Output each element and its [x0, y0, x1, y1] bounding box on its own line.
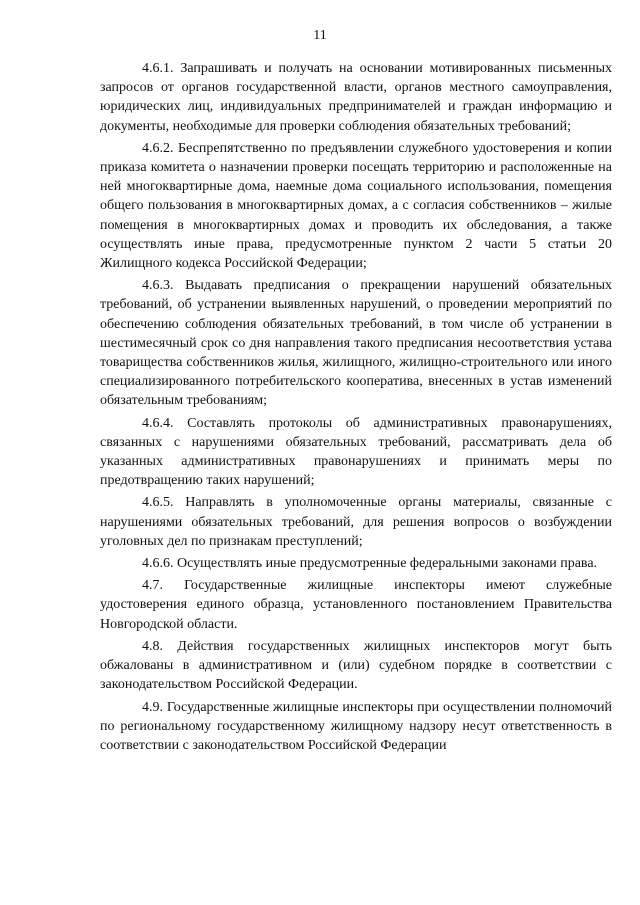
paragraph-4-9: 4.9. Государственные жилищные инспекторы при осуществлении полномочий по региональному государственному жилищному надзору несут ответственность в соответствии с законодательством Российской Федерации — [100, 699, 612, 753]
paragraph-4-6-1: 4.6.1. Запрашивать и получать на основании мотивированных письменных запросов от органов государственной власти, органов местного самоуправления, юридических лиц, индивидуальных предпринимателей и граждан информацию и документы, необходимые для проверки соблюдения обязательных требований; — [100, 61, 612, 134]
paragraph-4-6-2: 4.6.2. Беспрепятственно по предъявлении служебного удостоверения и копии приказа комитета о назначении проверки посещать территорию и расположенные на ней многоквартирные дома, наемные дома социального использования, помещения общего пользования в многоквартирных домах, а с согласия собственников – жилые помещения в многоквартирных домах и проводить их обследования, а также осуществлять иные права, предусмотренные пунктом 2 части 5 статьи 20 Жилищного кодекса Российской Федерации; — [100, 140, 612, 272]
paragraph-4-6-3: 4.6.3. Выдавать предписания о прекращении нарушений обязательных требований, об устранении выявленных нарушений, о проведении мероприятий по обеспечению соблюдения обязательных требований, в том числе об устранении в шестимесячный срок со дня направления такого предписания несоответствия устава товарищества собственников жилья, жилищного, жилищно-строительного или иного специализированного потребительского кооператива, внесенных в устав изменений обязательным требованиям; — [100, 278, 612, 409]
paragraph-4-6-4: 4.6.4. Составлять протоколы об административных правонарушениях, связанных с нарушениями обязательных требований, рассматривать дела об указанных административных правонарушениях и принимать меры по предотвращению таких нарушений; — [100, 415, 612, 489]
paragraph-4-8: 4.8. Действия государственных жилищных инспекторов могут быть обжалованы в административном и (или) судебном порядке в соответствии с законодательством Российской Федерации. — [100, 638, 612, 693]
document-body — [100, 59, 612, 755]
page-number: 11 — [313, 28, 327, 43]
paragraph-4-6-6: 4.6.6. Осуществлять иные предусмотренные федеральными законами права. — [142, 556, 598, 572]
paragraph-4-7: 4.7. Государственные жилищные инспекторы имеют служебные удостоверения единого образца, установленного постановлением Правительства Новгородской области. — [100, 578, 612, 632]
paragraph-4-6-5: 4.6.5. Направлять в уполномоченные органы материалы, связанные с нарушениями обязательных требований, для решения вопросов о возбуждении уголовных дел по признакам преступлений; — [100, 495, 612, 549]
